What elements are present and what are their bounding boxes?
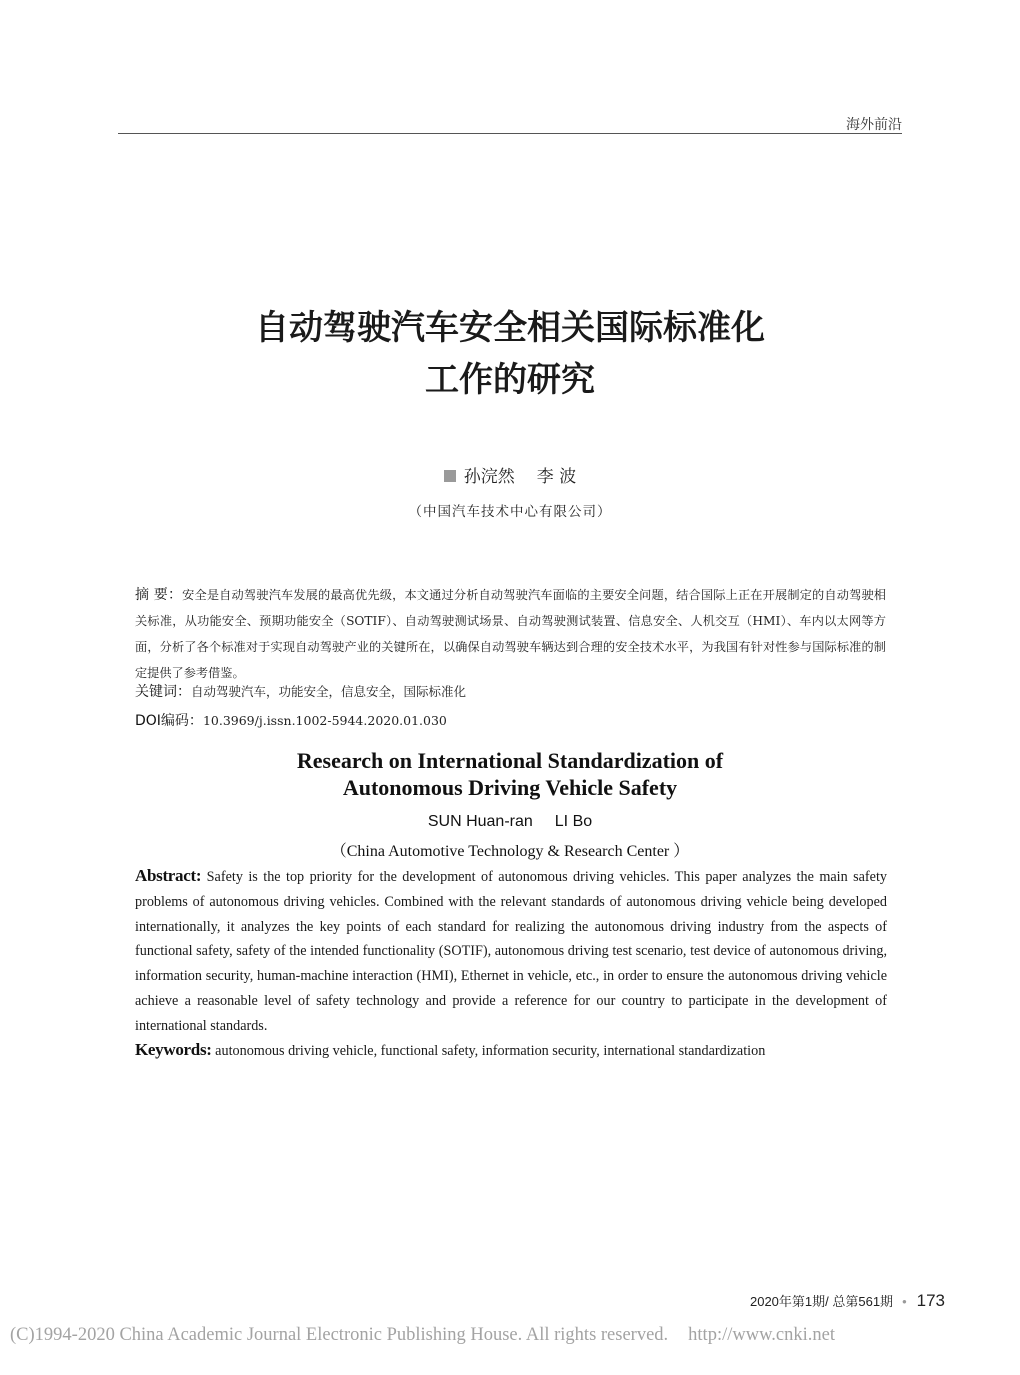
chinese-title <box>0 302 1020 406</box>
copyright-notice <box>10 1325 835 1346</box>
english-title <box>0 747 1020 801</box>
chinese-keywords-label: 关键词： <box>135 684 191 700</box>
english-author-2: LI Bo <box>554 813 593 830</box>
chinese-keywords-text: 自动驾驶汽车，功能安全，信息安全，国际标准化 <box>191 684 467 699</box>
english-title-line-1: Research on International Standardization of <box>296 748 724 773</box>
english-abstract <box>135 864 887 1039</box>
chinese-keywords <box>135 681 466 701</box>
english-author-1: SUN Huan-ran <box>427 813 533 830</box>
page-number: 173 <box>916 1291 945 1310</box>
issue-text: 2020年第1期/ 总第561期 <box>749 1294 894 1309</box>
english-authors <box>0 813 1020 831</box>
bullet-icon: • <box>902 1294 907 1309</box>
chinese-title-line-2: 工作的研究 <box>425 360 595 400</box>
chinese-title-line-1: 自动驾驶汽车安全相关国际标准化 <box>255 308 765 348</box>
english-affiliation: （China Automotive Technology & Research Center ） <box>330 843 690 860</box>
chinese-author-2: 李 波 <box>536 467 577 487</box>
chinese-author-1: 孙浣然 <box>463 467 515 487</box>
doi-line <box>135 710 447 730</box>
english-keywords-label: Keywords: <box>135 1040 212 1059</box>
chinese-abstract <box>135 582 886 686</box>
chinese-affiliation: （中国汽车技术中心有限公司） <box>408 504 612 520</box>
chinese-abstract-text: 安全是自动驾驶汽车发展的最高优先级，本文通过分析自动驾驶汽车面临的主要安全问题，结合国际上正在开展制定的自动驾驶相关标准，从功能安全、预期功能安全（SOTIF）、自动驾驶测试场景、自动驾驶测试装置、信息安全、人机交互（HMI）、车内以太网等方面，分析了各个标准对于实现自动驾驶产业的关键所在，以确保自动驾驶车辆达到合理的安全技术水平，为我国有针对性参与国际标准的制定提供了参考借鉴。 <box>135 588 886 680</box>
english-title-line-2: Autonomous Driving Vehicle Safety <box>342 775 678 800</box>
english-abstract-text: Safety is the top priority for the development of autonomous driving vehicles. This paper analyzes the main safety problems of autonomous driving vehicles. Combined with the relevant standards of autonomous driving vehicle being developed internationally, it analyzes the key points of each standard for realizing the autonomous driving industry from the aspects of functional safety, safety of the intended functionality (SOTIF), autonomous driving test scenario, test device of autonomous driving, information security, human-machine interaction (HMI), Ethernet in vehicle, etc., in order to ensure the autonomous driving vehicle achieve a reasonable level of safety technology and provide a reference for our country to participate in the development of international standards. <box>135 869 887 1034</box>
doi-value: 10.3969/j.issn.1002-5944.2020.01.030 <box>202 713 447 728</box>
chinese-authors <box>0 462 1020 487</box>
cnki-url: http://www.cnki.net <box>688 1325 835 1345</box>
doi-label: DOI编码： <box>135 713 203 729</box>
footer-issue-info <box>750 1291 945 1311</box>
copyright-text: (C)1994-2020 China Academic Journal Electronic Publishing House. All rights reserved. <box>10 1325 669 1345</box>
english-keywords <box>135 1040 765 1060</box>
english-abstract-label: Abstract: <box>135 866 202 885</box>
english-keywords-text: autonomous driving vehicle, functional safety, information security, international standardization <box>215 1043 766 1059</box>
section-label: 海外前沿 <box>846 117 902 133</box>
header-rule <box>118 133 902 134</box>
chinese-abstract-label: 摘 要： <box>135 587 183 603</box>
square-bullet-icon <box>444 470 456 482</box>
